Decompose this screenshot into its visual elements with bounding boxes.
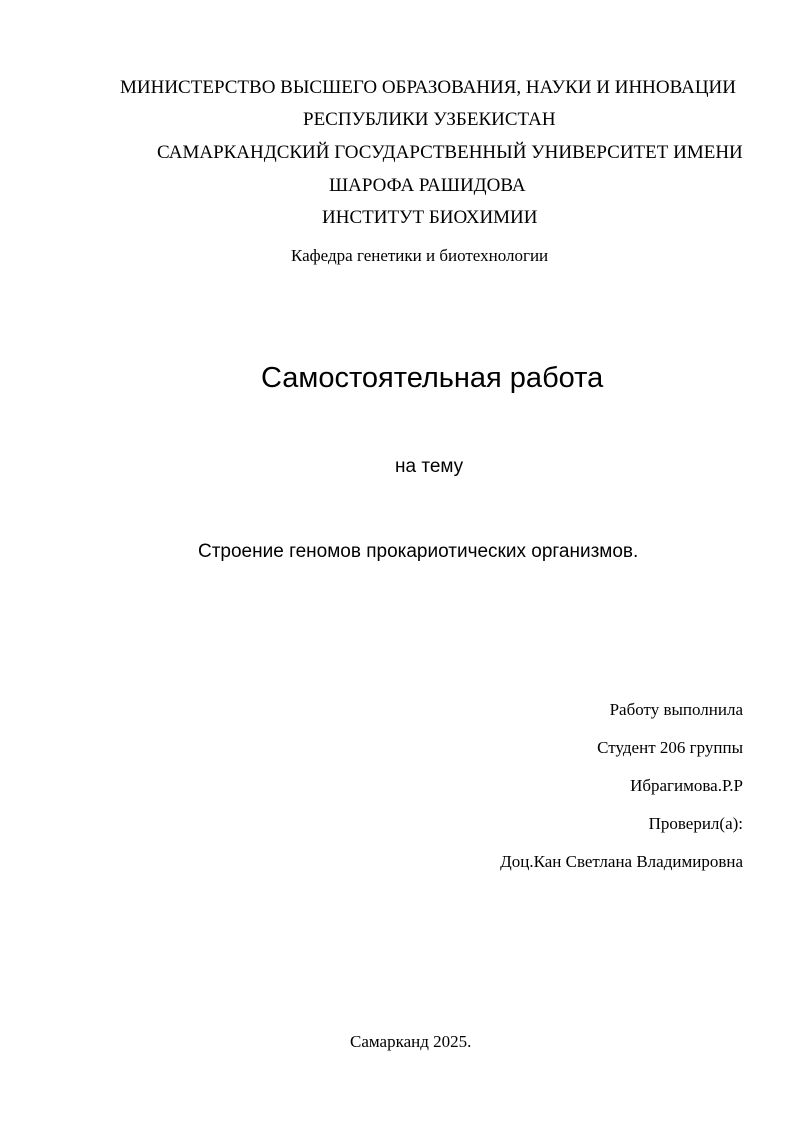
university-heading: САМАРКАНДСКИЙ ГОСУДАРСТВЕННЫЙ УНИВЕРСИТЕТ ИМЕНИ bbox=[157, 142, 743, 163]
student-name: Ибрагимова.Р.Р bbox=[630, 776, 743, 795]
document-title: Самостоятельная работа bbox=[261, 362, 604, 394]
performed-by-label: Работу выполнила bbox=[609, 700, 743, 719]
checked-by-label: Проверил(а): bbox=[648, 814, 743, 833]
document-topic: Строение геномов прокариотических организмов. bbox=[198, 541, 639, 562]
university-named-after: ШАРОФА РАШИДОВА bbox=[329, 175, 526, 196]
department-heading: Кафедра генетики и биотехнологии bbox=[291, 246, 549, 265]
ministry-heading: МИНИСТЕРСТВО ВЫСШЕГО ОБРАЗОВАНИЯ, НАУКИ И ИННОВАЦИИ bbox=[120, 77, 736, 98]
republic-heading: РЕСПУБЛИКИ УЗБЕКИСТАН bbox=[303, 109, 556, 130]
city-year: Самарканд 2025. bbox=[350, 1032, 472, 1051]
document-subtitle: на тему bbox=[395, 456, 464, 477]
student-group: Студент 206 группы bbox=[597, 738, 743, 757]
institute-heading: ИНСТИТУТ БИОХИМИИ bbox=[322, 207, 538, 228]
supervisor-name: Доц.Кан Светлана Владимировна bbox=[500, 852, 743, 871]
